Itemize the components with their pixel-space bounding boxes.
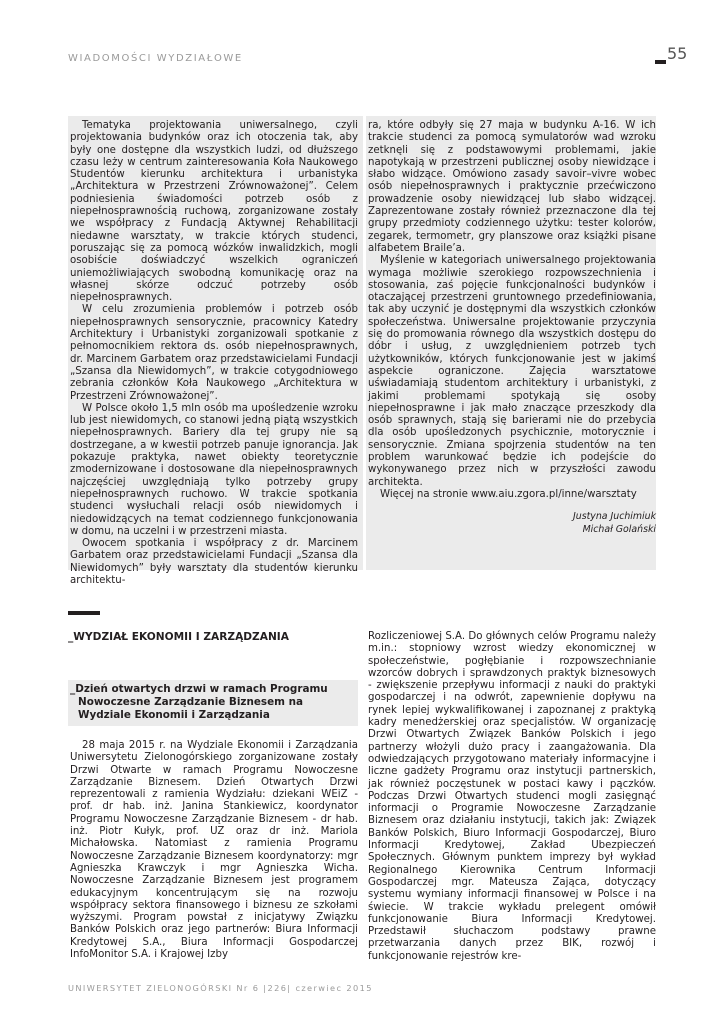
article2-title-line1: _Dzień otwartych drzwi w ramach Programu <box>70 683 328 695</box>
page-number: 55 <box>667 44 688 63</box>
article1-paragraph: Tematyka projektowania uniwersalnego, czyli projektowania budynków oraz ich otoczenia tak, aby były one dostępne dla wszystkich ludzi, od dłuższego czasu leży w centrum zainteresowania Koła Naukowego Studentów kierunku architektura i urbanistyka „Architektura w Przestrzeni Zrównoważonej”. Celem podniesienia świadomości potrzeb osób z niepełnosprawnością ruchową, zorganizowane zostały we współpracy z Fundacją Aktywnej Rehabilitacji niedawne warsztaty, w trakcie których studenci, poruszając się za pomocą wózków inwalidzkich, mogli osobiście doświadczyć wszelkich ograniczeń uniemożliwiających swobodną komunikację oraz na własnej skórze odczuć potrzeby osób niepełnosprawnych. <box>70 120 358 304</box>
section-divider-bar <box>68 611 100 615</box>
author-signature: Justyna Juchimiuk <box>573 511 656 523</box>
page-number-bar <box>655 60 666 64</box>
article2-title-line2: Nowoczesne Zarządzanie Biznesem na Wydziale Ekonomii i Zarządzania <box>78 696 303 721</box>
article2-right-column <box>368 631 656 963</box>
article1-paragraph: Myślenie w kategoriach uniwersalnego projektowania wymaga możliwie szerokiego rozpowszechnienia i stosowania, zaś pojęcie funkcjonalności budynków i otaczającej przestrzeni gruntownego przedefiniowania, tak aby uczynić je dostępnymi dla wszystkich członków społeczeństwa. Uniwersalne projektowanie przyczynia się do promowania równego dla wszystkich dostępu do dóbr i usług, z uwzględnieniem potrzeb tych użytkowników, których funkcjonowanie jest w jakimś aspekcie ograniczone. Zajęcia warsztatowe uświadamiają studentom architektury i urbanistyki, z jakimi problemami spotykają się osoby niepełnosprawne i jak mało znaczące przeszkody dla osób sprawnych, stają się barierami nie do przebycia dla osób upośledzonych psychicznie, motorycznie i sensorycznie. Zmiana spojrzenia studentów na ten problem warunkować będzie ich podejście do wykonywanego przez nich w przyszłości zawodu architekta. <box>368 255 656 488</box>
article1-paragraph: W celu zrozumienia problemów i potrzeb osób niepełnosprawnych sensorycznie, pracownicy Katedry Architektury i Urbanistyki zorganizowali spotkanie z pełnomocnikiem rektora ds. osób niepełnosprawnych, dr. Marcinem Garbatem oraz przedstawicielami Fundacji „Szansa dla Niewidomych”, w trakcie cotygodniowego zebrania członków Koła Naukowego „Architektura w Przestrzeni Zrównoważonej”. <box>70 304 358 402</box>
article1-link-paragraph: Więcej na stronie www.aiu.zgora.pl/inne/warsztaty <box>380 488 637 500</box>
article2-title <box>70 683 350 722</box>
running-header: WIADOMOŚCI WYDZIAŁOWE <box>68 53 243 64</box>
article2-paragraph: 28 maja 2015 r. na Wydziale Ekonomii i Zarządzania Uniwersytetu Zielonogórskiego zorganizowane zostały Drzwi Otwarte w ramach Programu Nowoczesne Zarządzanie Biznesem. Dzień Otwartych Drzwi reprezentowali z ramienia Wydziału: dziekani WEiZ - prof. dr hab. inż. Janina Stankiewicz, koordynator Programu Nowoczesne Zarządzanie Biznesem - dr hab. inż. Piotr Kułyk, prof. UZ oraz dr inż. Mariola Michałowska. Natomiast z ramienia Programu Nowoczesne Zarządzanie Biznesem koordynatorzy: mgr Agnieszka Krawczyk i mgr Agnieszka Wicha. Nowoczesne Zarządzanie Biznesem jest programem edukacyjnym koncentrującym się na rozwoju współpracy sektora finansowego i biznesu ze szkołami wyższymi. Program powstał z inicjatywy Związku Banków Polskich oraz jego partnerów: Biura Informacji Kredytowej S.A., Biura Informacji Gospodarczej InfoMonitor S.A. i Krajowej Izby <box>70 740 358 961</box>
article1-paragraph: W Polsce około 1,5 mln osób ma upośledzenie wzroku lub jest niewidomych, co stanowi jedną piątą wszystkich niepełnosprawnych. Bariery dla tej grupy nie są dostrzegane, a w kwestii potrzeb panuje ignorancja. Jak pokazuje praktyka, nawet obiekty teoretycznie zmodernizowane i dostosowane dla niepełnosprawnych najczęściej uwzględniają tylko potrzeby grupy niepełnosprawnych ruchowo. W trakcie spotkania studenci wysłuchali relacji osób niewidomych i niedowidzących na temat codziennego funkcjonowania w domu, na uczelni i w przestrzeni miasta. <box>70 402 358 537</box>
section-title: _WYDZIAŁ EKONOMII I ZARZĄDZANIA <box>68 631 289 643</box>
article1-paragraph: ra, które odbyły się 27 maja w budynku A-16. W ich trakcie studenci za pomocą symulatorów wad wzroku zetknęli się z podstawowymi problemami, jakie napotykają w przestrzeni publicznej osoby niewidzące i słabo widzące. Omówiono zasady savoir–vivre wobec osób niepełnosprawnych i praktycznie przećwiczono prowadzenie osoby niewidzącej lub słabo widzącej. Zaprezentowane zostały również przeznaczone dla tej grupy przedmioty codziennego użytku: tester kolorów, zegarek, termometr, gry planszowe oraz książki pisane alfabetem Braile’a. <box>368 120 656 254</box>
author-signature: Michał Golański <box>582 523 656 535</box>
article2-paragraph: Rozliczeniowej S.A. Do głównych celów Programu należy m.in.: stopniowy wzrost wiedzy ekonomicznej w społeczeństwie, pogłębianie i rozpowszechnianie wzorców dobrych i sprawdzonych praktyk biznesowych - zwiększenie przepływu informacji z nauki do praktyki gospodarczej i na odwrót, zapewnienie dopływu na rynek lepiej wykwalifikowanej i zapoznanej z praktyką kadry menedżerskiej oraz specjalistów. W organizację Drzwi Otwartych Związek Banków Polskich i jego partnerzy włożyli dużo pracy i zaangażowania. Dla odwiedzających przygotowano materiały informacyjne i liczne gadżety Programu oraz instytucji partnerskich, jak również poczęstunek w postaci kawy i pączków. Podczas Drzwi Otwartych studenci mogli zasięgnąć informacji o Programie Nowoczesne Zarządzanie Biznesem oraz działaniu instytucji, takich jak: Związek Banków Polskich, Biuro Informacji Gospodarczej, Biuro Informacji Kredytowej, Zakład Ubezpieczeń Społecznych. Głównym punktem imprezy był wykład Regionalnego Kierownika Centrum Informacji Gospodarczej mgr. Mateusza Zająca, dotyczący systemu wymiany informacji finansowej w Polsce i na świecie. W trakcie wykładu prelegent omówił funkcjonowanie Biura Informacji Kredytowej. Przedstawił słuchaczom podstawy prawne przetwarzania danych przez BIK, rozwój i funkcjonowanie rejestrów kre- <box>368 631 656 962</box>
article2-left-column <box>70 740 358 961</box>
article1-paragraph: Owocem spotkania i współpracy z dr. Marcinem Garbatem oraz przedstawicielami Fundacji „Szansa dla Niewidomych” były warsztaty dla studentów kierunku architektu- <box>70 538 358 586</box>
footer: UNIWERSYTET ZIELONOGÓRSKI Nr 6 |226| czerwiec 2015 <box>68 983 373 993</box>
article1-left-column <box>70 120 358 587</box>
article1-right-column <box>368 120 656 536</box>
